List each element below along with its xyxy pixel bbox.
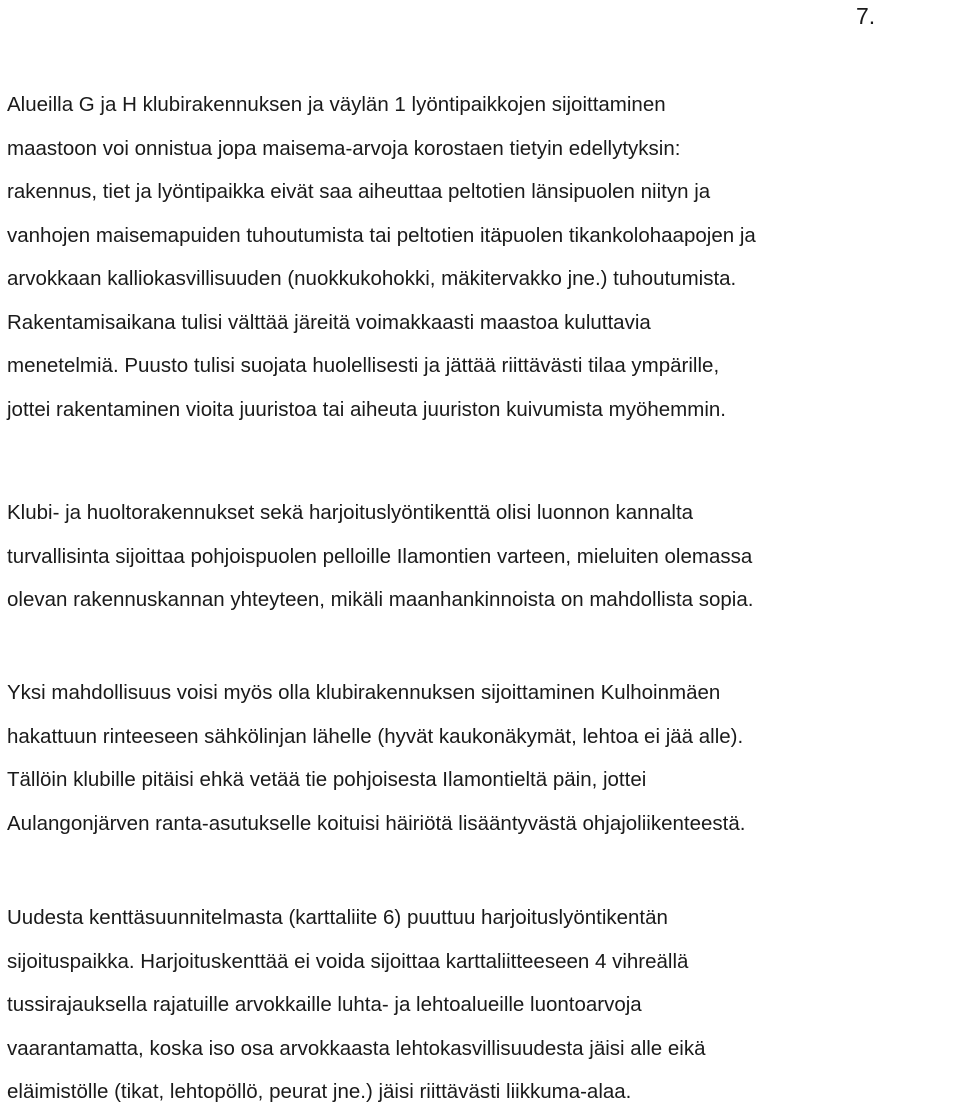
paragraph-line: rakennus, tiet ja lyöntipaikka eivät saa aiheuttaa peltotien länsipuolen niityn ja bbox=[7, 180, 711, 203]
paragraph-line: Yksi mahdollisuus voisi myös olla klubirakennuksen sijoittaminen Kulhoinmäen bbox=[7, 681, 721, 704]
page-number: 7. bbox=[856, 3, 876, 29]
paragraph-maintenance-buildings bbox=[7, 491, 753, 622]
paragraph-alternative-site bbox=[7, 671, 745, 845]
paragraph-line: jottei rakentaminen vioita juuristoa tai aiheuta juuriston kuivumista myöhemmin. bbox=[7, 397, 726, 421]
paragraph-line: tussirajauksella rajatuille arvokkaille luhta- ja lehtoalueille luontoarvoja bbox=[7, 993, 642, 1016]
paragraph-line: olevan rakennuskannan yhteyteen, mikäli maanhankinnoista on mahdollista sopia. bbox=[7, 588, 754, 611]
paragraph-line: Klubi- ja huoltorakennukset sekä harjoituslyöntikenttä olisi luonnon kannalta bbox=[7, 501, 694, 524]
paragraph-line: menetelmiä. Puusto tulisi suojata huolellisesti ja jättää riittävästi tilaa ympärille, bbox=[7, 354, 720, 377]
paragraph-line: hakattuun rinteeseen sähkölinjan lähelle (hyvät kaukonäkymät, lehtoa ei jää alle). bbox=[7, 724, 744, 748]
paragraph-line: Rakentamisaikana tulisi välttää järeitä voimakkaasti maastoa kuluttavia bbox=[7, 310, 651, 334]
paragraph-line: maastoon voi onnistua jopa maisema-arvoja korostaen tietyin edellytyksin: bbox=[7, 136, 681, 160]
paragraph-line: sijoituspaikka. Harjoituskenttää ei voida sijoittaa karttaliitteeseen 4 vihreällä bbox=[7, 949, 689, 973]
paragraph-line: arvokkaan kalliokasvillisuuden (nuokkukohokki, mäkitervakko jne.) tuhoutumista. bbox=[7, 267, 737, 290]
paragraph-line: eläimistölle (tikat, lehtopöllö, peurat jne.) jäisi riittävästi liikkuma-alaa. bbox=[7, 1080, 632, 1103]
paragraph-line: Aulangonjärven ranta-asutukselle koituisi häiriötä lisääntyvästä ohjajoliikenteestä. bbox=[7, 811, 746, 835]
paragraph-line: Uudesta kenttäsuunnitelmasta (karttaliite 6) puuttuu harjoituslyöntikentän bbox=[7, 906, 668, 929]
paragraph-line: turvallisinta sijoittaa pohjoispuolen pelloille Ilamontien varteen, mieluiten olemassa bbox=[7, 544, 753, 568]
paragraph-line: Tällöin klubille pitäisi ehkä vetää tie pohjoisesta Ilamontieltä päin, jottei bbox=[7, 768, 647, 791]
paragraph-practice-range bbox=[7, 896, 706, 1114]
paragraph-line: vaarantamatta, koska iso osa arvokkaasta lehtokasvillisuudesta jäisi alle eikä bbox=[7, 1036, 706, 1060]
paragraph-line: vanhojen maisemapuiden tuhoutumista tai peltotien itäpuolen tikankolohaapojen ja bbox=[7, 223, 756, 247]
paragraph-club-building-siting bbox=[7, 83, 756, 431]
paragraph-line: Alueilla G ja H klubirakennuksen ja väylän 1 lyöntipaikkojen sijoittaminen bbox=[7, 93, 666, 116]
